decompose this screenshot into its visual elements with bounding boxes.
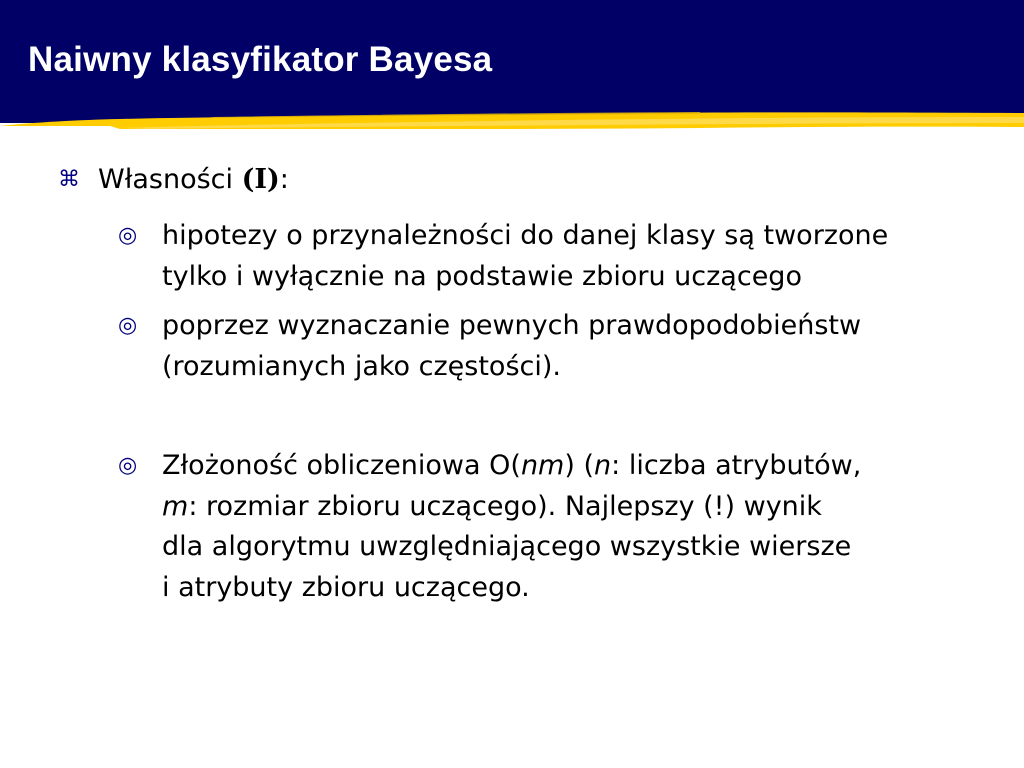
command-icon: ⌘ (58, 167, 80, 192)
bullet-line: poprzez wyznaczanie pewnych prawdopodobieństw (162, 310, 862, 341)
slide-title: Naiwny klasyfikator Bayesa (28, 40, 493, 79)
bullet-text (162, 216, 1008, 297)
bullet-item-3 (118, 446, 1008, 608)
target-circle-icon: ◎ (118, 313, 138, 338)
bullet-item-1 (118, 216, 1008, 297)
level1-text: Własności (98, 164, 242, 195)
bullet-item-2 (118, 306, 1008, 387)
bullet-text (162, 306, 1008, 387)
var-nm: nm (520, 450, 565, 481)
bullet-line: (rozumianych jako częstości). (162, 350, 561, 382)
var-m: m (162, 490, 189, 522)
var-n: n (594, 450, 612, 481)
complexity-text: : rozmiar zbioru uczącego). Najlepszy (!) wynik (188, 490, 822, 522)
target-circle-icon: ◎ (118, 453, 138, 478)
bullet-line: hipotezy o przynależności do danej klasy są tworzone (162, 220, 889, 251)
bullet-text (162, 446, 1008, 608)
bullet-line (162, 487, 1008, 528)
bullet-line: dla algorytmu uwzględniającego wszystkie wiersze (162, 531, 852, 562)
bullet-line: i atrybuty zbioru uczącego. (162, 571, 530, 603)
bullet-line (162, 446, 1008, 487)
bullet-line: tylko i wyłącznie na podstawie zbioru uczącego (162, 260, 802, 292)
level1-emphasis: (I) (241, 164, 280, 195)
complexity-text: Złożoność obliczeniowa O( (162, 450, 521, 481)
level1-item (58, 160, 289, 200)
complexity-text: : liczba atrybutów, (611, 450, 862, 481)
complexity-text: ) ( (564, 450, 595, 481)
level1-suffix: : (279, 164, 289, 195)
target-circle-icon: ◎ (118, 223, 138, 248)
